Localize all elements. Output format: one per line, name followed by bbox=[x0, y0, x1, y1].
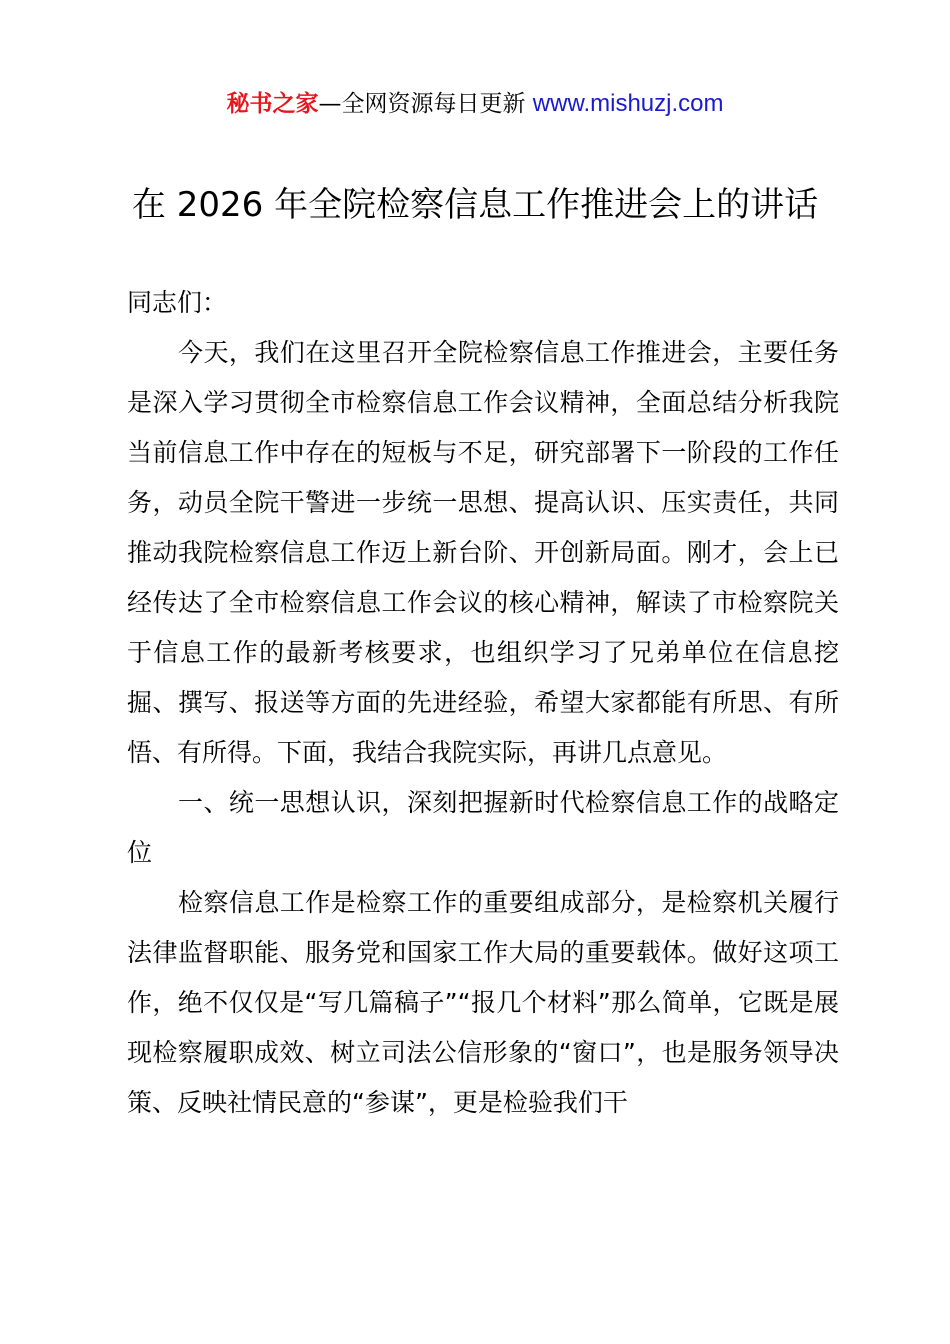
salutation: 同志们： bbox=[127, 288, 228, 317]
header-tagline: —全网资源每日更新 bbox=[318, 91, 533, 117]
brand-name: 秘书之家 bbox=[226, 91, 319, 117]
paragraph-intro: 今天，我们在这里召开全院检察信息工作推进会，主要任务是深入学习贯彻全市检察信息工作会议精神，全面总结分析我院当前信息工作中存在的短板与不足，研究部署下一阶段的工作任务，动员全院干警进一步统一思想、提高认识、压实责任，共同推动我院检察信息工作迈上新台阶、开创新局面。刚才，会上已经传达了全市检察信息工作会议的核心精神，解读了市检察院关于信息工作的最新考核要求，也组织学习了兄弟单位在信息挖掘、撰写、报送等方面的先进经验，希望大家都能有所思、有所悟、有所得。下面，我结合我院实际，再讲几点意见。 bbox=[127, 338, 839, 767]
site-url-link[interactable]: www.mishuzj.com bbox=[532, 90, 724, 117]
document-body bbox=[127, 278, 839, 1128]
document-title: 在 2026 年全院检察信息工作推进会上的讲话 bbox=[131, 185, 819, 225]
section-heading-1: 一、统一思想认识，深刻把握新时代检察信息工作的战略定位 bbox=[127, 788, 839, 867]
paragraph-section-1: 检察信息工作是检察工作的重要组成部分，是检察机关履行法律监督职能、服务党和国家工作大局的重要载体。做好这项工作，绝不仅仅是“写几篇稿子”“报几个材料”那么简单，它既是展现检察履职成效、树立司法公信形象的“窗口”，也是服务领导决策、反映社情民意的“参谋”，更是检验我们干 bbox=[127, 888, 839, 1117]
site-header bbox=[0, 88, 950, 120]
